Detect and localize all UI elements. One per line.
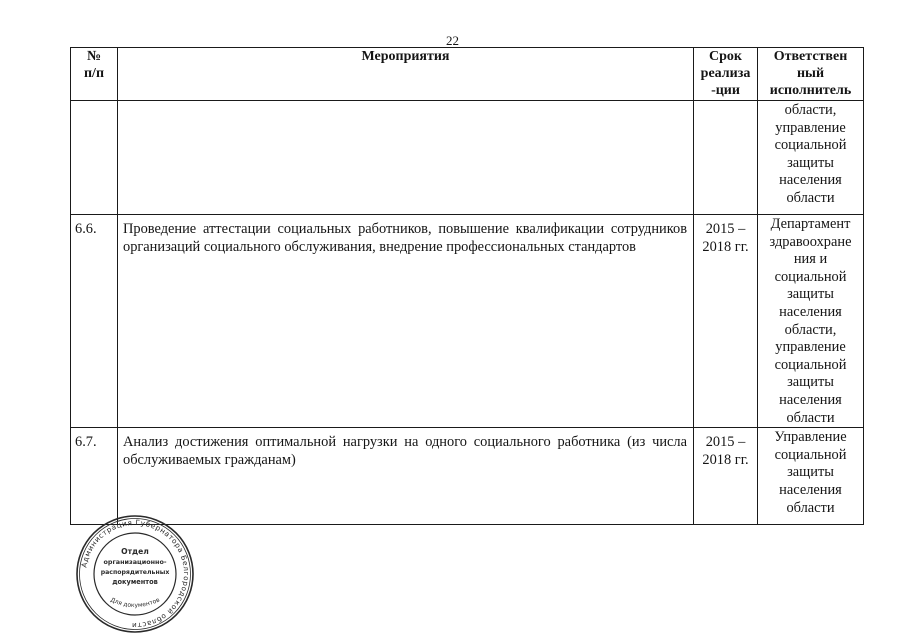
responsible-line: населения	[779, 391, 842, 408]
row-term	[694, 215, 758, 428]
row-event: Проведение аттестации социальных работников, повышение квалификации сотрудников организаций социального обслуживания, внедрение профессиональных стандартов	[118, 215, 694, 428]
header-number-line: п/п	[83, 66, 105, 81]
header-number-line: №	[86, 49, 102, 64]
header-term-line: реализа	[700, 66, 751, 81]
header-responsible-line: исполнитель	[769, 83, 852, 98]
row-number: 6.6.	[71, 215, 118, 428]
term-line: 2018 гг.	[702, 238, 749, 255]
responsible-line: защиты	[787, 464, 834, 481]
responsible-line: социальной	[774, 446, 847, 463]
term-line: 2015 –	[705, 434, 746, 451]
responsible-line: области,	[784, 321, 837, 338]
row-event	[118, 101, 694, 215]
header-responsible	[758, 48, 864, 101]
responsible-line: управление	[775, 119, 846, 136]
responsible-line: Управление	[774, 429, 847, 446]
responsible-line: социальной	[774, 356, 847, 373]
row-responsible	[758, 215, 864, 428]
responsible-line: защиты	[787, 374, 834, 391]
table-row	[71, 428, 864, 525]
term-line: 2015 –	[705, 221, 746, 237]
stamp-bottom-text: Для документов	[109, 596, 161, 610]
official-stamp	[71, 514, 199, 634]
responsible-line: защиты	[787, 286, 834, 303]
stamp-center-line: организационно-	[103, 558, 167, 566]
page-number: 22	[446, 33, 459, 48]
responsible-line: Департамент	[770, 216, 851, 232]
stamp-ring-text: Администрация Губернатора Белгородской области	[79, 517, 192, 631]
stamp-center-line: документов	[112, 578, 158, 586]
responsible-line: области	[786, 409, 835, 426]
responsible-line: области	[786, 499, 835, 516]
responsible-line: ния и	[793, 251, 828, 268]
header-term-line: -ции	[711, 83, 740, 98]
table-row	[71, 101, 864, 215]
responsible-line: области,	[784, 102, 837, 118]
responsible-line: социальной	[774, 137, 847, 154]
svg-text:Для документов	[109, 596, 161, 609]
row-number	[71, 101, 118, 215]
table-header-row	[71, 48, 864, 101]
responsible-line: здравоохране	[769, 233, 852, 250]
header-number	[71, 48, 118, 101]
row-event: Анализ достижения оптимальной нагрузки на одного социального работника (из числа обслуживаемых гражданам)	[118, 428, 694, 525]
header-term	[694, 48, 758, 101]
stamp-center-line: Отдел	[121, 547, 149, 556]
events-table	[70, 47, 864, 525]
header-responsible-line: ный	[796, 66, 825, 81]
row-term	[694, 428, 758, 525]
responsible-line: управление	[775, 339, 846, 356]
responsible-line: области	[786, 189, 835, 206]
header-events: Мероприятия	[118, 48, 694, 101]
responsible-line: населения	[779, 172, 842, 189]
header-term-line: Срок	[709, 49, 742, 64]
row-term	[694, 101, 758, 215]
term-line: 2018 гг.	[702, 451, 749, 468]
row-number: 6.7.	[71, 428, 118, 525]
header-responsible-line: Ответствен	[773, 49, 848, 64]
row-responsible	[758, 101, 864, 215]
stamp-center-line: распорядительных	[100, 569, 170, 576]
responsible-line: защиты	[787, 154, 834, 171]
responsible-line: населения	[779, 303, 842, 320]
row-responsible	[758, 428, 864, 525]
responsible-line: населения	[779, 481, 842, 498]
responsible-line: социальной	[774, 268, 847, 285]
table-row	[71, 215, 864, 428]
